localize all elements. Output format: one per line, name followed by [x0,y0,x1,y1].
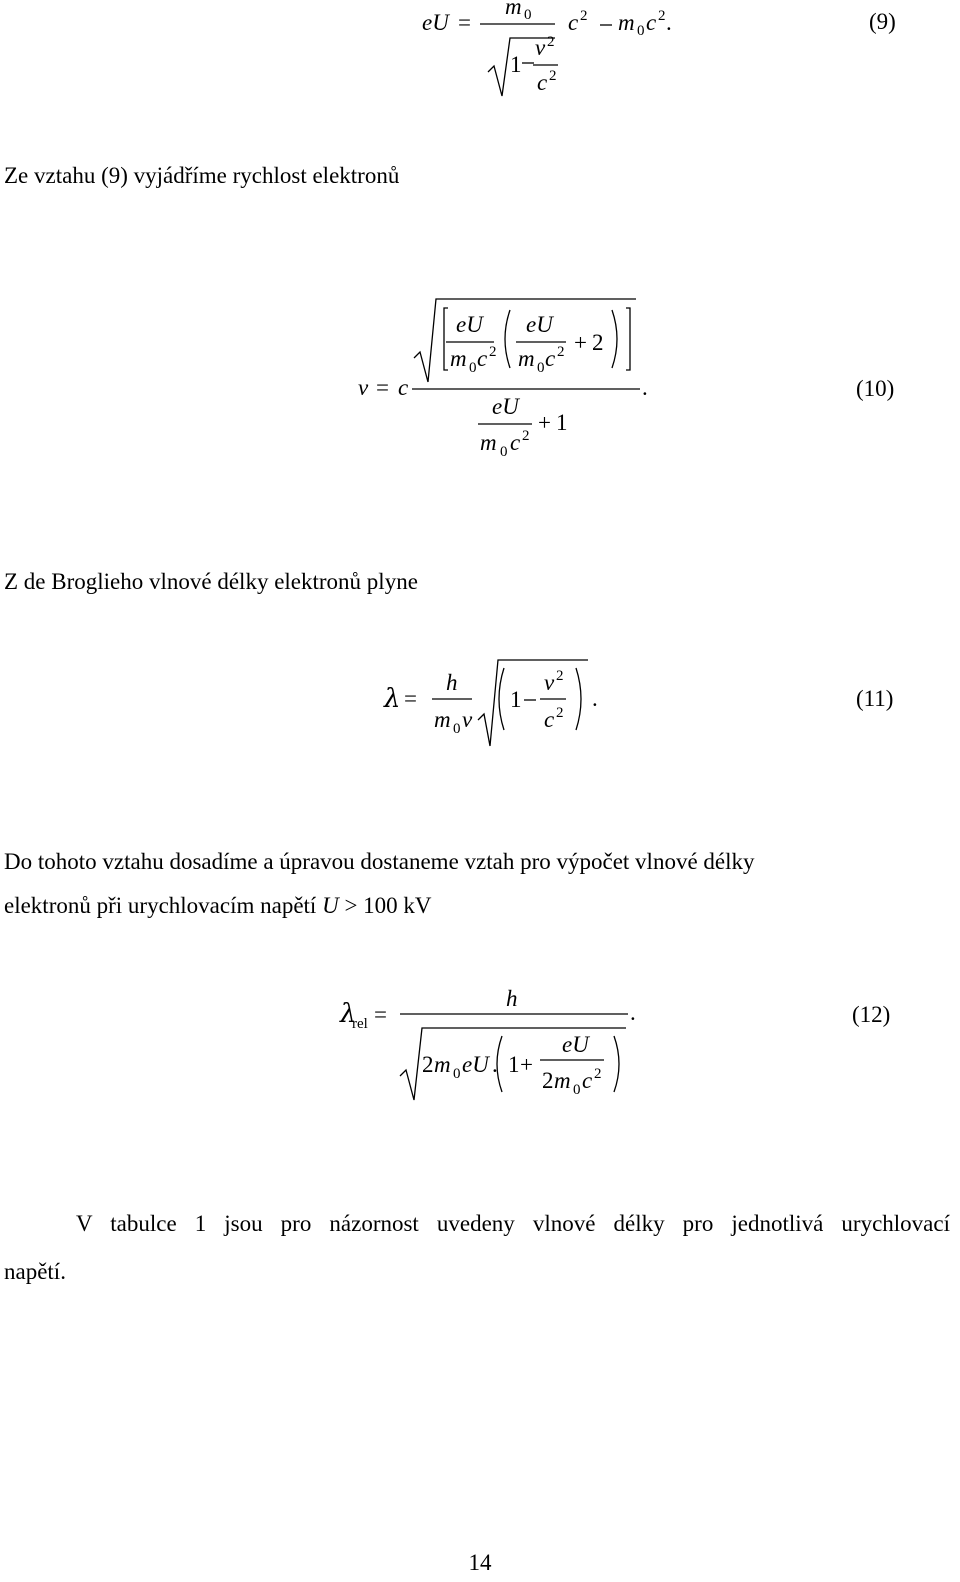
svg-text:2: 2 [422,1052,434,1077]
svg-text:h: h [506,986,518,1011]
svg-text:m: m [618,10,635,35]
equation-12-number: (12) [852,1002,891,1027]
svg-text:2: 2 [594,1066,602,1082]
svg-text:2: 2 [522,428,530,444]
svg-text:1: 1 [556,410,568,435]
paragraph-3-line-2-prefix: elektronů při urychlovacím napětí [4,893,323,918]
svg-text:eU: eU [562,1032,589,1057]
svg-text:+: + [538,410,551,435]
svg-text:.: . [492,1052,498,1077]
paragraph-4-line-2: napětí. [4,1259,66,1284]
svg-text:.: . [592,686,598,711]
equation-11-number: (11) [856,686,894,711]
svg-text:2: 2 [549,68,557,84]
svg-text:m: m [480,430,497,455]
equation-9 [400,0,720,100]
svg-text:2: 2 [547,34,555,50]
svg-text:m: m [505,0,522,19]
svg-text:λ: λ [384,684,401,714]
svg-text:c: c [477,346,488,371]
svg-text:.: . [642,375,648,400]
svg-text:2: 2 [556,705,564,721]
svg-text:=: = [404,686,417,711]
svg-text:c: c [544,707,555,732]
svg-text:eU: eU [422,10,449,35]
svg-text:v: v [358,375,369,400]
svg-text:2: 2 [580,8,588,24]
svg-text:0: 0 [573,1082,581,1098]
equation-10 [350,290,670,470]
paragraph-1: Ze vztahu (9) vyjádříme rychlost elektronů [4,163,400,188]
equation-11 [380,650,640,750]
svg-text:+: + [574,330,587,355]
svg-text:1: 1 [508,1052,520,1077]
svg-text:eU: eU [492,394,519,419]
svg-text:m: m [434,707,451,732]
svg-text:+: + [520,1052,533,1077]
svg-text:v: v [462,707,473,732]
svg-text:eU: eU [456,312,483,337]
svg-text:0: 0 [500,444,508,460]
svg-text:m: m [554,1068,571,1093]
svg-text:λ: λ [340,999,357,1029]
svg-text:c: c [510,430,521,455]
paragraph-3-line-2-suffix: > 100 kV [338,893,432,918]
svg-text:2: 2 [556,668,564,684]
equation-12 [330,980,650,1110]
paragraph-3-line-2 [4,890,432,922]
svg-text:1: 1 [510,52,522,77]
svg-text:c: c [646,10,657,35]
svg-text:2: 2 [658,8,666,24]
svg-text:2: 2 [557,344,565,360]
svg-text:c: c [545,346,556,371]
paragraph-4-line-1: V tabulce 1 jsou pro názornost uvedeny vlnové délky pro jednotlivá urychlovací [76,1211,950,1236]
paragraph-2: Z de Broglieho vlnové délky elektronů plyne [4,569,418,594]
svg-text:c: c [398,375,409,400]
svg-text:2: 2 [489,344,497,360]
svg-text:.: . [666,10,672,35]
svg-text:h: h [446,670,458,695]
svg-text:2: 2 [592,330,604,355]
svg-text:c: c [582,1068,593,1093]
svg-text:0: 0 [524,7,532,23]
svg-text:0: 0 [469,360,477,376]
svg-text:.: . [630,1000,636,1025]
page-number: 14 [468,1550,492,1575]
svg-text:2: 2 [542,1068,554,1093]
svg-text:0: 0 [453,721,461,737]
equation-10-number: (10) [856,376,895,401]
svg-text:=: = [376,375,389,400]
svg-text:0: 0 [637,23,645,39]
svg-text:m: m [450,346,467,371]
paragraph-3-line-1: Do tohoto vztahu dosadíme a úpravou dostaneme vztah pro výpočet vlnové délky [4,849,755,874]
equation-9-number: (9) [869,9,896,34]
svg-text:=: = [458,10,471,35]
svg-text:rel: rel [352,1016,368,1032]
svg-text:1: 1 [510,687,522,712]
svg-text:eU: eU [462,1052,489,1077]
variable-u: U [322,893,339,918]
svg-text:v: v [544,670,555,695]
svg-text:c: c [537,70,548,95]
svg-text:c: c [568,10,579,35]
svg-text:v: v [535,35,546,60]
svg-text:=: = [374,1002,387,1027]
svg-text:m: m [434,1052,451,1077]
svg-text:m: m [518,346,535,371]
svg-text:0: 0 [537,360,545,376]
svg-text:0: 0 [453,1066,461,1082]
svg-text:eU: eU [526,312,553,337]
